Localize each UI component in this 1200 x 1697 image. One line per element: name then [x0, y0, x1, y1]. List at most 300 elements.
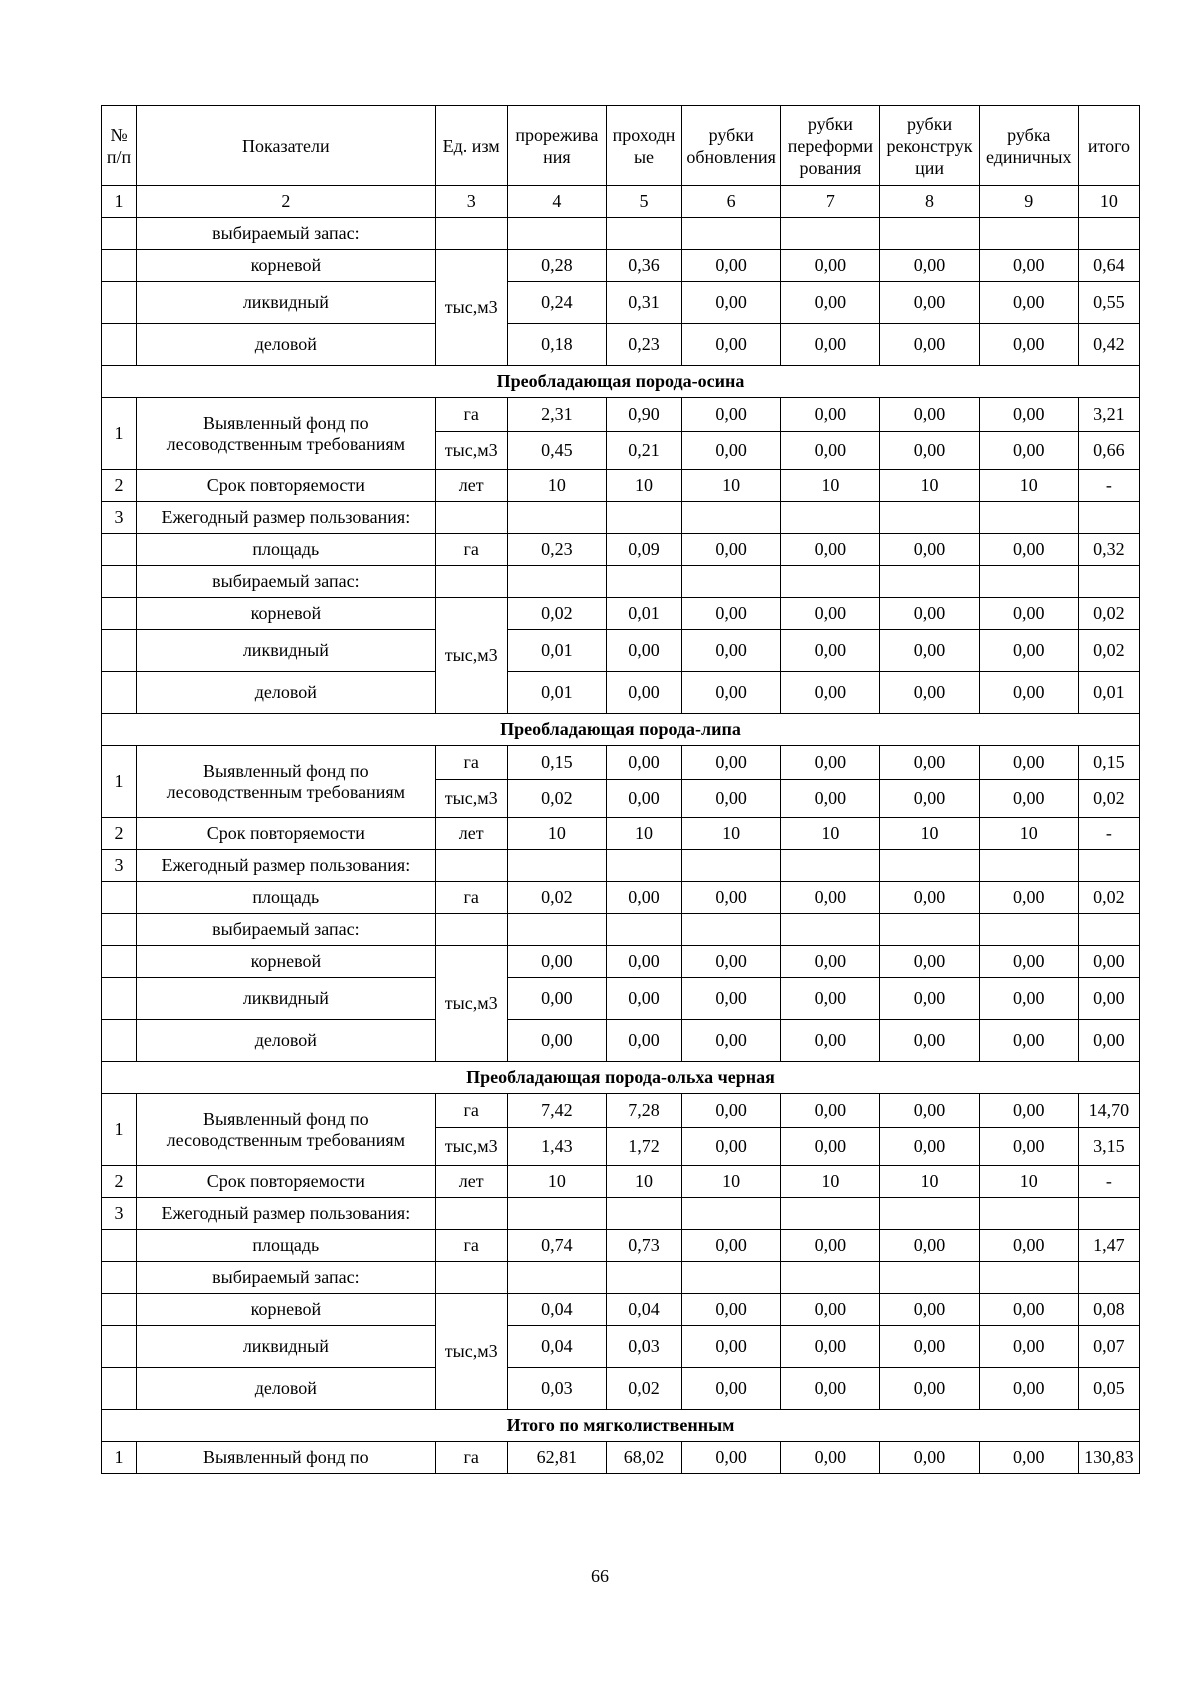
empty-cell	[606, 502, 681, 534]
empty-cell	[781, 914, 880, 946]
header-cell-reformation: рубки переформи рования	[781, 106, 880, 186]
value-cell: 3,15	[1078, 1128, 1139, 1166]
row-number: 2	[102, 818, 137, 850]
value-cell: 0,00	[682, 432, 781, 470]
value-cell: 0,42	[1078, 324, 1139, 366]
value-cell: 0,18	[507, 324, 606, 366]
num-cell	[102, 882, 137, 914]
value-cell: 10	[507, 818, 606, 850]
empty-cell	[979, 218, 1078, 250]
row-number: 3	[102, 502, 137, 534]
empty-cell	[606, 566, 681, 598]
value-cell: 0,00	[880, 1368, 979, 1410]
value-cell: 0,00	[781, 746, 880, 780]
value-cell: 7,42	[507, 1094, 606, 1128]
value-cell: 0,15	[1078, 746, 1139, 780]
value-cell: 0,00	[979, 1094, 1078, 1128]
column-number: 4	[507, 186, 606, 218]
annual-label: Ежегодный размер пользования:	[137, 850, 436, 882]
value-cell: 0,00	[606, 978, 681, 1020]
stock-label-row	[102, 566, 1140, 598]
value-cell: 0,00	[781, 1094, 880, 1128]
unit-cell	[435, 1198, 507, 1230]
header-cell-num: № п/п	[102, 106, 137, 186]
value-cell: 0,00	[682, 1230, 781, 1262]
value-cell: 0,02	[1078, 882, 1139, 914]
total-fund-row	[102, 1442, 1140, 1474]
empty-cell	[979, 1198, 1078, 1230]
fund-row-ha	[102, 746, 1140, 780]
value-cell: 0,00	[979, 1128, 1078, 1166]
empty-cell	[606, 914, 681, 946]
empty-cell	[606, 218, 681, 250]
value-cell: 0,00	[880, 882, 979, 914]
empty-cell	[880, 502, 979, 534]
empty-cell	[606, 1198, 681, 1230]
value-cell: 0,00	[682, 1368, 781, 1410]
num-cell	[102, 1020, 137, 1062]
empty-cell	[1078, 914, 1139, 946]
value-cell: 10	[507, 470, 606, 502]
value-cell: 1,47	[1078, 1230, 1139, 1262]
value-cell: 0,00	[880, 746, 979, 780]
value-cell: 0,09	[606, 534, 681, 566]
empty-cell	[781, 850, 880, 882]
empty-cell	[781, 566, 880, 598]
value-cell: 0,00	[682, 1020, 781, 1062]
total-title: Итого по мягколиственным	[102, 1410, 1140, 1442]
unit-cell: тыс,м3	[435, 780, 507, 818]
total-title-row	[102, 1410, 1140, 1442]
unit-cell	[435, 502, 507, 534]
stock-row-label: корневой	[137, 598, 436, 630]
value-cell: 0,28	[507, 250, 606, 282]
stock-label-row	[102, 218, 1140, 250]
unit-cell	[435, 1262, 507, 1294]
section-title: Преобладающая порода-ольха черная	[102, 1062, 1140, 1094]
stock-row	[102, 282, 1140, 324]
column-number: 9	[979, 186, 1078, 218]
row-number: 1	[102, 398, 137, 470]
value-cell: 0,04	[606, 1294, 681, 1326]
column-number-row	[102, 186, 1140, 218]
fund-label: Выявленный фонд по лесоводственным требованиям	[137, 1094, 436, 1166]
value-cell: 0,00	[880, 780, 979, 818]
stock-row	[102, 672, 1140, 714]
stock-row	[102, 946, 1140, 978]
num-cell	[102, 1294, 137, 1326]
value-cell: 0,00	[781, 1326, 880, 1368]
empty-cell	[682, 1198, 781, 1230]
row-number: 3	[102, 850, 137, 882]
empty-cell	[880, 914, 979, 946]
num-cell	[102, 250, 137, 282]
num-cell	[102, 978, 137, 1020]
value-cell: 0,00	[781, 672, 880, 714]
value-cell: 0,00	[979, 746, 1078, 780]
header-cell-reconstruction: рубки реконструк ции	[880, 106, 979, 186]
empty-cell	[682, 566, 781, 598]
area-row	[102, 1230, 1140, 1262]
empty-cell	[507, 850, 606, 882]
value-cell: 0,55	[1078, 282, 1139, 324]
stock-label: выбираемый запас:	[137, 566, 436, 598]
value-cell: 0,00	[781, 630, 880, 672]
empty-cell	[507, 566, 606, 598]
column-number: 5	[606, 186, 681, 218]
annual-label: Ежегодный размер пользования:	[137, 1198, 436, 1230]
value-cell: 0,00	[606, 946, 681, 978]
value-cell: 0,00	[979, 250, 1078, 282]
value-cell: 0,00	[979, 1368, 1078, 1410]
value-cell: 2,31	[507, 398, 606, 432]
empty-cell	[880, 850, 979, 882]
header-cell-single: рубка единичных	[979, 106, 1078, 186]
value-cell: 10	[880, 818, 979, 850]
value-cell: 0,00	[880, 1128, 979, 1166]
empty-cell	[880, 218, 979, 250]
value-cell: 0,32	[1078, 534, 1139, 566]
value-cell: 0,00	[880, 250, 979, 282]
column-number: 3	[435, 186, 507, 218]
value-cell: 0,00	[781, 978, 880, 1020]
unit-cell: лет	[435, 1166, 507, 1198]
stock-row	[102, 978, 1140, 1020]
value-cell: 0,00	[682, 398, 781, 432]
num-cell	[102, 630, 137, 672]
period-label: Срок повторяемости	[137, 1166, 436, 1198]
empty-cell	[979, 1262, 1078, 1294]
value-cell: 0,73	[606, 1230, 681, 1262]
value-cell: 0,00	[781, 1230, 880, 1262]
value-cell: 0,00	[781, 946, 880, 978]
unit-cell: лет	[435, 818, 507, 850]
value-cell: 0,02	[606, 1368, 681, 1410]
section-title-row	[102, 366, 1140, 398]
empty-cell	[682, 850, 781, 882]
empty-cell	[880, 1262, 979, 1294]
empty-cell	[880, 566, 979, 598]
value-cell: 0,00	[781, 1442, 880, 1474]
value-cell: 0,00	[781, 398, 880, 432]
num-cell	[102, 282, 137, 324]
area-row	[102, 534, 1140, 566]
annual-label: Ежегодный размер пользования:	[137, 502, 436, 534]
value-cell: 1,43	[507, 1128, 606, 1166]
value-cell: 0,00	[781, 432, 880, 470]
num-cell	[102, 324, 137, 366]
empty-cell	[1078, 218, 1139, 250]
value-cell: 10	[682, 818, 781, 850]
stock-label: выбираемый запас:	[137, 914, 436, 946]
unit-cell	[435, 218, 507, 250]
value-cell: 0,00	[979, 946, 1078, 978]
stock-label: выбираемый запас:	[137, 218, 436, 250]
value-cell: 0,00	[682, 672, 781, 714]
empty-cell	[507, 218, 606, 250]
value-cell: 0,00	[880, 534, 979, 566]
empty-cell	[507, 502, 606, 534]
period-row	[102, 1166, 1140, 1198]
column-number: 2	[137, 186, 436, 218]
empty-cell	[507, 1198, 606, 1230]
value-cell: 0,00	[979, 882, 1078, 914]
value-cell: 0,00	[880, 1094, 979, 1128]
value-cell: 0,00	[606, 1020, 681, 1062]
value-cell: 0,00	[880, 324, 979, 366]
unit-cell: га	[435, 746, 507, 780]
value-cell: 0,01	[507, 672, 606, 714]
empty-cell	[880, 1198, 979, 1230]
value-cell: -	[1078, 1166, 1139, 1198]
unit-cell: тыс,м3	[435, 1294, 507, 1410]
value-cell: 0,00	[781, 534, 880, 566]
value-cell: 0,00	[682, 630, 781, 672]
unit-cell: тыс,м3	[435, 598, 507, 714]
column-number: 1	[102, 186, 137, 218]
forest-use-table	[101, 105, 1140, 1474]
num-cell	[102, 1368, 137, 1410]
value-cell: 0,00	[682, 1128, 781, 1166]
value-cell: 0,31	[606, 282, 681, 324]
value-cell: 0,00	[979, 282, 1078, 324]
empty-cell	[682, 502, 781, 534]
value-cell: 10	[606, 470, 681, 502]
value-cell: 0,00	[781, 324, 880, 366]
value-cell: 0,00	[880, 1294, 979, 1326]
fund-row-ha	[102, 1094, 1140, 1128]
header-cell-total: итого	[1078, 106, 1139, 186]
stock-row-label: корневой	[137, 1294, 436, 1326]
row-number: 2	[102, 1166, 137, 1198]
stock-label-row	[102, 914, 1140, 946]
value-cell: 0,00	[880, 1230, 979, 1262]
value-cell: 0,23	[606, 324, 681, 366]
value-cell: 0,00	[781, 780, 880, 818]
empty-cell	[979, 502, 1078, 534]
value-cell: 0,15	[507, 746, 606, 780]
stock-row-label: ликвидный	[137, 978, 436, 1020]
value-cell: 0,00	[979, 1442, 1078, 1474]
value-cell: 10	[682, 470, 781, 502]
num-cell	[102, 1230, 137, 1262]
value-cell: 0,00	[979, 398, 1078, 432]
value-cell: 10	[507, 1166, 606, 1198]
annual-row	[102, 850, 1140, 882]
unit-cell	[435, 914, 507, 946]
value-cell: 0,00	[682, 946, 781, 978]
annual-row	[102, 1198, 1140, 1230]
value-cell: 1,72	[606, 1128, 681, 1166]
unit-cell: лет	[435, 470, 507, 502]
value-cell: 0,00	[979, 1294, 1078, 1326]
unit-cell: тыс,м3	[435, 432, 507, 470]
value-cell: 0,05	[1078, 1368, 1139, 1410]
row-number: 1	[102, 746, 137, 818]
empty-cell	[979, 914, 1078, 946]
value-cell: 0,00	[606, 780, 681, 818]
value-cell: 0,02	[507, 780, 606, 818]
area-label: площадь	[137, 534, 436, 566]
period-label: Срок повторяемости	[137, 818, 436, 850]
value-cell: 10	[606, 818, 681, 850]
value-cell: 0,00	[880, 630, 979, 672]
empty-cell	[1078, 502, 1139, 534]
value-cell: 0,07	[1078, 1326, 1139, 1368]
num-cell	[102, 1326, 137, 1368]
value-cell: 0,00	[682, 746, 781, 780]
value-cell: 0,02	[1078, 598, 1139, 630]
row-number: 3	[102, 1198, 137, 1230]
stock-row-label: деловой	[137, 1020, 436, 1062]
num-cell	[102, 914, 137, 946]
value-cell: 0,03	[507, 1368, 606, 1410]
value-cell: 0,00	[1078, 1020, 1139, 1062]
unit-cell: га	[435, 1230, 507, 1262]
unit-cell: га	[435, 882, 507, 914]
value-cell: 0,04	[507, 1294, 606, 1326]
row-number: 2	[102, 470, 137, 502]
value-cell: 10	[880, 1166, 979, 1198]
value-cell: 10	[781, 470, 880, 502]
value-cell: 0,00	[979, 534, 1078, 566]
stock-row-label: ликвидный	[137, 1326, 436, 1368]
value-cell: 0,00	[682, 978, 781, 1020]
stock-row	[102, 630, 1140, 672]
value-cell: 0,00	[880, 946, 979, 978]
stock-row-label: деловой	[137, 672, 436, 714]
num-cell	[102, 946, 137, 978]
num-cell	[102, 672, 137, 714]
empty-cell	[781, 1262, 880, 1294]
period-row	[102, 470, 1140, 502]
value-cell: 0,21	[606, 432, 681, 470]
value-cell: 0,08	[1078, 1294, 1139, 1326]
value-cell: 10	[979, 470, 1078, 502]
empty-cell	[606, 1262, 681, 1294]
empty-cell	[1078, 566, 1139, 598]
fund-label: Выявленный фонд по лесоводственным требованиям	[137, 398, 436, 470]
value-cell: 0,36	[606, 250, 681, 282]
value-cell: 0,00	[682, 1094, 781, 1128]
value-cell: 62,81	[507, 1442, 606, 1474]
empty-cell	[1078, 850, 1139, 882]
num-cell	[102, 598, 137, 630]
empty-cell	[979, 566, 1078, 598]
value-cell: 0,00	[606, 882, 681, 914]
fund-label: Выявленный фонд по лесоводственным требованиям	[137, 746, 436, 818]
empty-cell	[781, 502, 880, 534]
stock-row-label: ликвидный	[137, 282, 436, 324]
value-cell: 0,00	[979, 1020, 1078, 1062]
stock-row-label: корневой	[137, 946, 436, 978]
value-cell: 10	[781, 818, 880, 850]
value-cell: 0,00	[880, 432, 979, 470]
value-cell: 0,00	[682, 250, 781, 282]
annual-row	[102, 502, 1140, 534]
table-body	[102, 106, 1140, 1474]
unit-cell: тыс,м3	[435, 946, 507, 1062]
stock-row	[102, 1020, 1140, 1062]
section-title-row	[102, 714, 1140, 746]
header-cell-passage: проходн ые	[606, 106, 681, 186]
header-cell-unit: Ед. изм	[435, 106, 507, 186]
section-title: Преобладающая порода-осина	[102, 366, 1140, 398]
column-number: 6	[682, 186, 781, 218]
header-row	[102, 106, 1140, 186]
value-cell: 0,00	[781, 250, 880, 282]
value-cell: 0,00	[682, 882, 781, 914]
empty-cell	[979, 850, 1078, 882]
num-cell	[102, 1262, 137, 1294]
value-cell: 0,00	[781, 1020, 880, 1062]
value-cell: 0,00	[781, 1294, 880, 1326]
value-cell: 0,00	[979, 978, 1078, 1020]
value-cell: 0,00	[880, 1326, 979, 1368]
value-cell: 10	[979, 818, 1078, 850]
period-row	[102, 818, 1140, 850]
value-cell: 7,28	[606, 1094, 681, 1128]
stock-label: выбираемый запас:	[137, 1262, 436, 1294]
value-cell: -	[1078, 470, 1139, 502]
value-cell: 10	[606, 1166, 681, 1198]
unit-cell: тыс,м3	[435, 1128, 507, 1166]
stock-row-label: деловой	[137, 1368, 436, 1410]
stock-row	[102, 250, 1140, 282]
value-cell: 14,70	[1078, 1094, 1139, 1128]
value-cell: 68,02	[606, 1442, 681, 1474]
empty-cell	[682, 218, 781, 250]
row-number: 1	[102, 1094, 137, 1166]
value-cell: 0,01	[1078, 672, 1139, 714]
value-cell: 0,00	[507, 946, 606, 978]
value-cell: 0,03	[606, 1326, 681, 1368]
header-cell-renewal: рубки обновления	[682, 106, 781, 186]
value-cell: 0,00	[682, 780, 781, 818]
stock-row-label: деловой	[137, 324, 436, 366]
page-number: 66	[591, 1566, 609, 1586]
value-cell: 0,00	[880, 672, 979, 714]
value-cell: 0,64	[1078, 250, 1139, 282]
value-cell: 0,02	[1078, 780, 1139, 818]
row-number: 1	[102, 1442, 137, 1474]
value-cell: 0,00	[880, 1020, 979, 1062]
area-row	[102, 882, 1140, 914]
empty-cell	[781, 218, 880, 250]
value-cell: 0,00	[606, 672, 681, 714]
value-cell: -	[1078, 818, 1139, 850]
stock-row-label: ликвидный	[137, 630, 436, 672]
value-cell: 0,00	[682, 598, 781, 630]
value-cell: 0,02	[1078, 630, 1139, 672]
column-number: 8	[880, 186, 979, 218]
unit-cell: га	[435, 534, 507, 566]
value-cell: 0,00	[880, 598, 979, 630]
header-cell-thinning: прорежива ния	[507, 106, 606, 186]
value-cell: 0,00	[781, 1368, 880, 1410]
value-cell: 0,02	[507, 882, 606, 914]
value-cell: 0,00	[682, 1442, 781, 1474]
value-cell: 0,00	[880, 1442, 979, 1474]
section-title-row	[102, 1062, 1140, 1094]
stock-row	[102, 1326, 1140, 1368]
value-cell: 0,00	[682, 324, 781, 366]
num-cell	[102, 534, 137, 566]
value-cell: 130,83	[1078, 1442, 1139, 1474]
value-cell: 0,00	[507, 1020, 606, 1062]
stock-row	[102, 324, 1140, 366]
value-cell: 0,00	[781, 1128, 880, 1166]
